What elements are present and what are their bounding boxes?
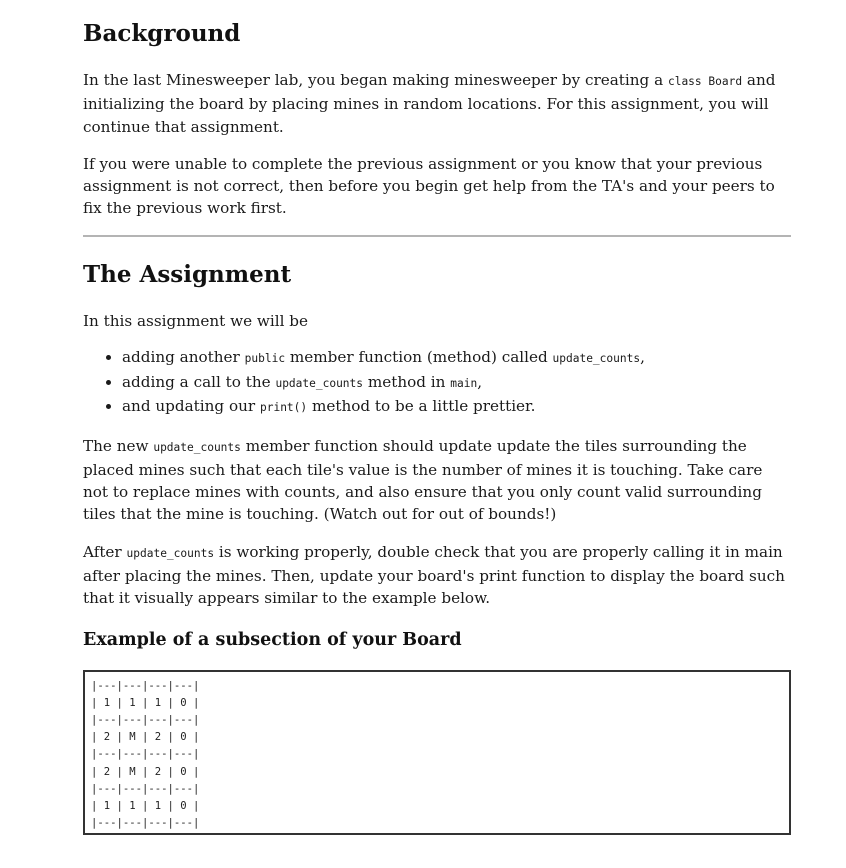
text-span: adding a call to the: [122, 372, 276, 391]
board-line: | 2 | M | 2 | 0 |: [91, 765, 200, 778]
text-span: After: [83, 542, 127, 561]
background-paragraph-1: [83, 69, 791, 138]
board-line: |---|---|---|---|: [91, 714, 200, 727]
assignment-intro: In this assignment we will be: [83, 311, 309, 330]
text-span: member function should update update the tiles surrounding the placed mines such that each tile's value is the number of mines it is touching. Take care not to replace mines with counts, and also ensure that you only count valid surrounding tiles that the mine is touching. (Watch out for out of bounds!): [83, 436, 763, 524]
board-line: |---|---|---|---|: [91, 748, 200, 761]
assignment-task-list: [83, 346, 791, 420]
text-span: ,: [640, 348, 645, 367]
text-span: and initializing the board by placing mines in random locations. For this assignment, you will continue that assignment.: [83, 71, 776, 136]
inline-code: update_counts: [552, 352, 641, 366]
text-span: The new: [83, 436, 154, 455]
inline-code: public: [244, 352, 286, 366]
task-item: [122, 395, 791, 420]
board-line: |---|---|---|---|: [91, 817, 200, 830]
board-example-pre: [91, 678, 783, 833]
assignment-paragraph-print: [83, 541, 791, 610]
text-span: and updating our: [122, 397, 260, 416]
board-example-code-block: [83, 670, 791, 835]
text-span: method to be a little prettier.: [307, 397, 536, 416]
board-line: |---|---|---|---|: [91, 782, 200, 795]
task-item: [122, 371, 791, 396]
text-span: In the last Minesweeper lab, you began making minesweeper by creating a: [83, 71, 668, 89]
background-heading: Background: [83, 20, 241, 47]
board-line: | 1 | 1 | 1 | 0 |: [91, 696, 200, 709]
board-line: |---|---|---|---|: [91, 679, 200, 692]
inline-code: main: [450, 376, 478, 390]
inline-code: update_counts: [126, 546, 215, 560]
inline-code-class-board: class Board: [667, 75, 743, 88]
board-line: | 2 | M | 2 | 0 |: [91, 731, 200, 744]
task-item: [122, 346, 791, 371]
inline-code: update_counts: [275, 376, 364, 390]
background-paragraph-2: If you were unable to complete the previous assignment or you know that your previous assignment is not correct, then before you begin get help from the TA's and your peers to fix the previous work first.: [83, 154, 775, 218]
text-span: ,: [477, 372, 483, 391]
assignment-heading: The Assignment: [83, 260, 292, 288]
example-heading: Example of a subsection of your Board: [83, 629, 462, 650]
text-span: adding another: [122, 348, 245, 367]
inline-code: print(): [259, 401, 308, 415]
assignment-paragraph-update-counts: [83, 435, 791, 526]
document-content: [83, 0, 791, 835]
text-span: is working properly, double check that you are properly calling it in main after placing the mines. Then, update your board's print function to display the board such that it visually appears similar to the example below.: [83, 542, 785, 608]
inline-code: update_counts: [153, 440, 241, 454]
board-line: | 1 | 1 | 1 | 0 |: [91, 800, 200, 813]
text-span: member function (method) called: [285, 348, 553, 367]
section-divider: [83, 235, 791, 237]
text-span: method in: [363, 372, 451, 391]
